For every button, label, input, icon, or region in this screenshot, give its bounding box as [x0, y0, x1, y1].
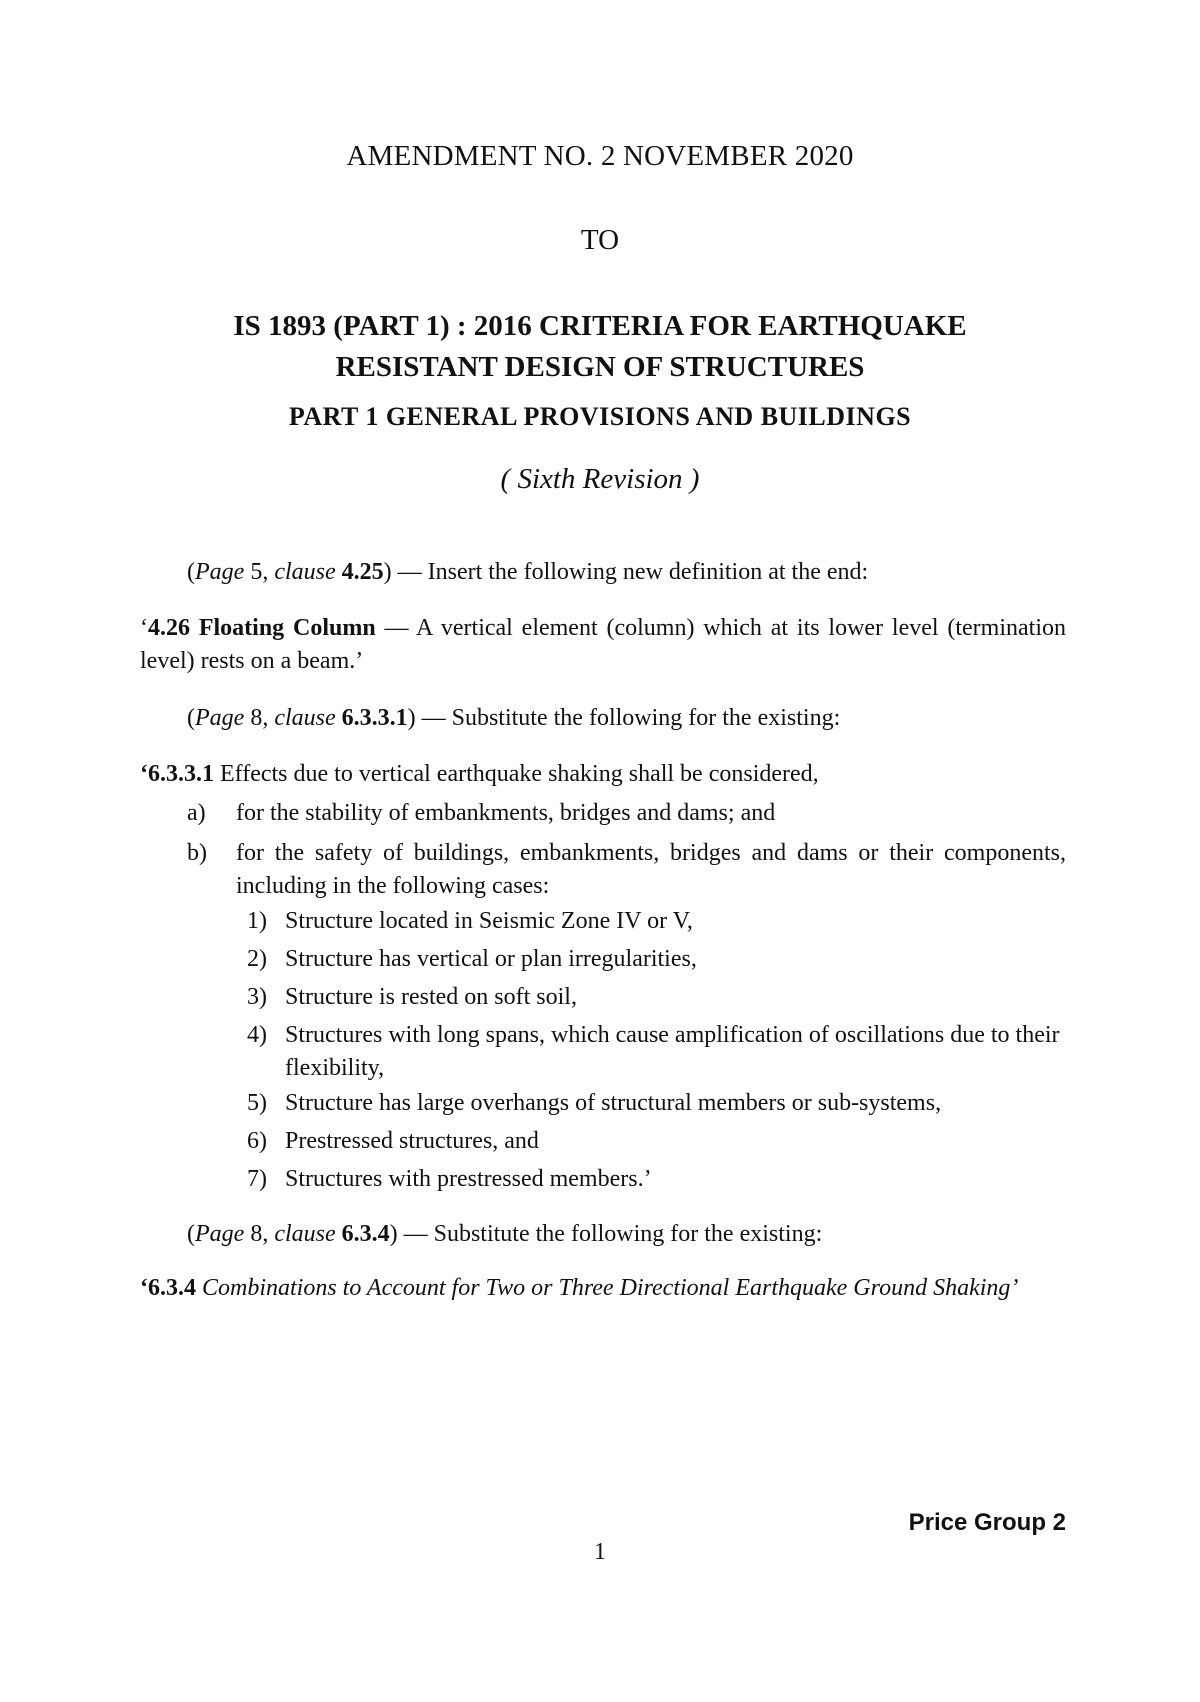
clause-title: Combinations to Account for Two or Three Directional Earthquake Ground Shaking’: [196, 1275, 1019, 1301]
clause-6-3-3-1: ‘6.3.3.1 Effects due to vertical earthquake shaking shall be considered,: [140, 761, 819, 787]
part-heading: PART 1 GENERAL PROVISIONS AND BUILDINGS: [288, 402, 912, 431]
clause-number: 6.3.4: [148, 1275, 196, 1301]
price-group: Price Group 2: [908, 1509, 1066, 1536]
clause-6-3-4: ‘6.3.4 Combinations to Account for Two or Three Directional Earthquake Ground Shaking’: [140, 1275, 1019, 1301]
standard-title-line-2: RESISTANT DESIGN OF STRUCTURES: [335, 351, 865, 383]
standard-title-line-1: IS 1893 (PART 1) : 2016 CRITERIA FOR EARTHQUAKE: [233, 310, 967, 342]
amendment-instruction-2: (Page 8, clause 6.3.3.1) — Substitute the following for the existing:: [187, 705, 841, 731]
to-heading: TO: [580, 224, 620, 256]
definition-term: 4.26 Floating Column: [148, 615, 376, 641]
amendment-instruction-1: (Page 5, clause 4.25) — Insert the following new definition at the end:: [187, 559, 869, 585]
page-number: 1: [594, 1539, 606, 1565]
standard-title: [0, 306, 1200, 388]
document-page: AMENDMENT NO. 2 NOVEMBER 2020 TO IS 1893 (PART 1) : 2016 CRITERIA FOR EARTHQUAKE RESISTANT DESIGN OF STRUCTURES PART 1 GENERAL PROVISIONS AND BUILDINGS ( Sixth Revision ) (Page 5, clause 4.25) — Insert the following new definition at the end: ‘4.26 Floating Column — A vertical element (column) which at its lower level (termination level) rests on a beam.’ (Page 8, clause 6.3.3.1) — Substitute the following for the existing: ‘6.3.3.1 Effects due to vertical earthquake shaking shall be considered, a) for the stability of embankments, bridges and dams; and b) for the safety of buildings, embankments, bridges and dams or their components, including in the following cases: 1) Structure located in Seismic Zone IV or V, 2) Structure has vertical or plan irregularities, 3) Structure is rested on soft soil, 4) Structures with long spans, which cause amplification of oscillations due to their flexibility, 5) Structure has large overhangs of structural members or sub-systems, 6) Prestressed structures, and 7) Structures with prestressed members.’ (Page 8, clause 6.3.4) — Substitute the following for the existing: ‘6.3.4 Combinations to Account for Two or Three Directional Earthquake Ground Shaking’ Price Group 2 1: [0, 0, 1200, 1702]
amendment-heading: AMENDMENT NO. 2 NOVEMBER 2020: [346, 140, 854, 172]
definition-4-26: ‘4.26 Floating Column — A vertical element (column) which at its lower level (termination level) rests on a beam.’: [140, 615, 1066, 674]
clause-number: 6.3.3.1: [148, 761, 214, 787]
amendment-instruction-3: (Page 8, clause 6.3.4) — Substitute the following for the existing:: [187, 1221, 823, 1247]
revision-label: ( Sixth Revision ): [500, 463, 700, 495]
